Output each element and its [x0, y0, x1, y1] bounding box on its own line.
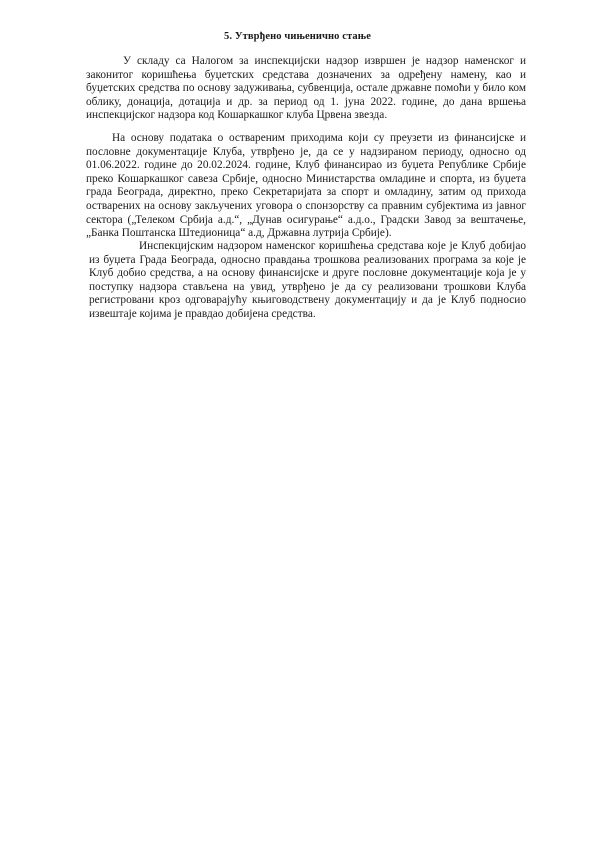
section-heading: 5. Утврђено чињенично стање [224, 31, 371, 42]
paragraph-3 [89, 240, 526, 322]
paragraph-1 [86, 55, 526, 123]
paragraph-2-text: На основу података о оствареним приходима који су преузети из финансијске и пословне документације Клуба, утврђено је, да се у надзираном периоду, односно од 01.06.2022. године до 20.02.2024. године, Клуб финансирао из буџета Републике Србије преко Кошаркашког савеза Србије, односно Министарства омладине и спорта, из буџета града Београда, директно, преко Секретаријата за спорт и омладину, затим од прихода остварених на основу закључених уговора о спонзорству са правним субјектима из јавног сектора („Телеком Србија а.д.“, „Дунав осигурање“ а.д.о., Градски Завод за вештачење, „Банка Поштанска Штедионица“ а.д, Државна лутрија Србије). [86, 132, 526, 240]
paragraph-1-text: У складу са Налогом за инспекцијски надзор извршен је надзор наменског и законитог коришћења буџетских средстава дозначених за одређену намену, као и буџетских средства по основу задуживања, субвенција, остале државне помоћи у било ком облику, донација, дотација и др. за период од 1. јуна 2022. године, до дана вршења инспекцијског надзора код Кошаркашког клуба Црвена звезда. [86, 55, 526, 122]
paragraph-2 [86, 132, 526, 241]
paragraph-3-text: Инспекцијским надзором наменског коришћења средстава које је Клуб добијао из буџета Града Београда, односно правдања трошкова реализованих програма за које је Клуб добио средства, а на основу финансијске и друге пословне документације која је у поступку надзора стављена на увид, утврђено је да су реализовани трошкови Клуба регистровани кроз одговарајућу књиговодствену документацију и да је Клуб подносио извештаје којима је правдао добијена средства. [89, 240, 526, 320]
